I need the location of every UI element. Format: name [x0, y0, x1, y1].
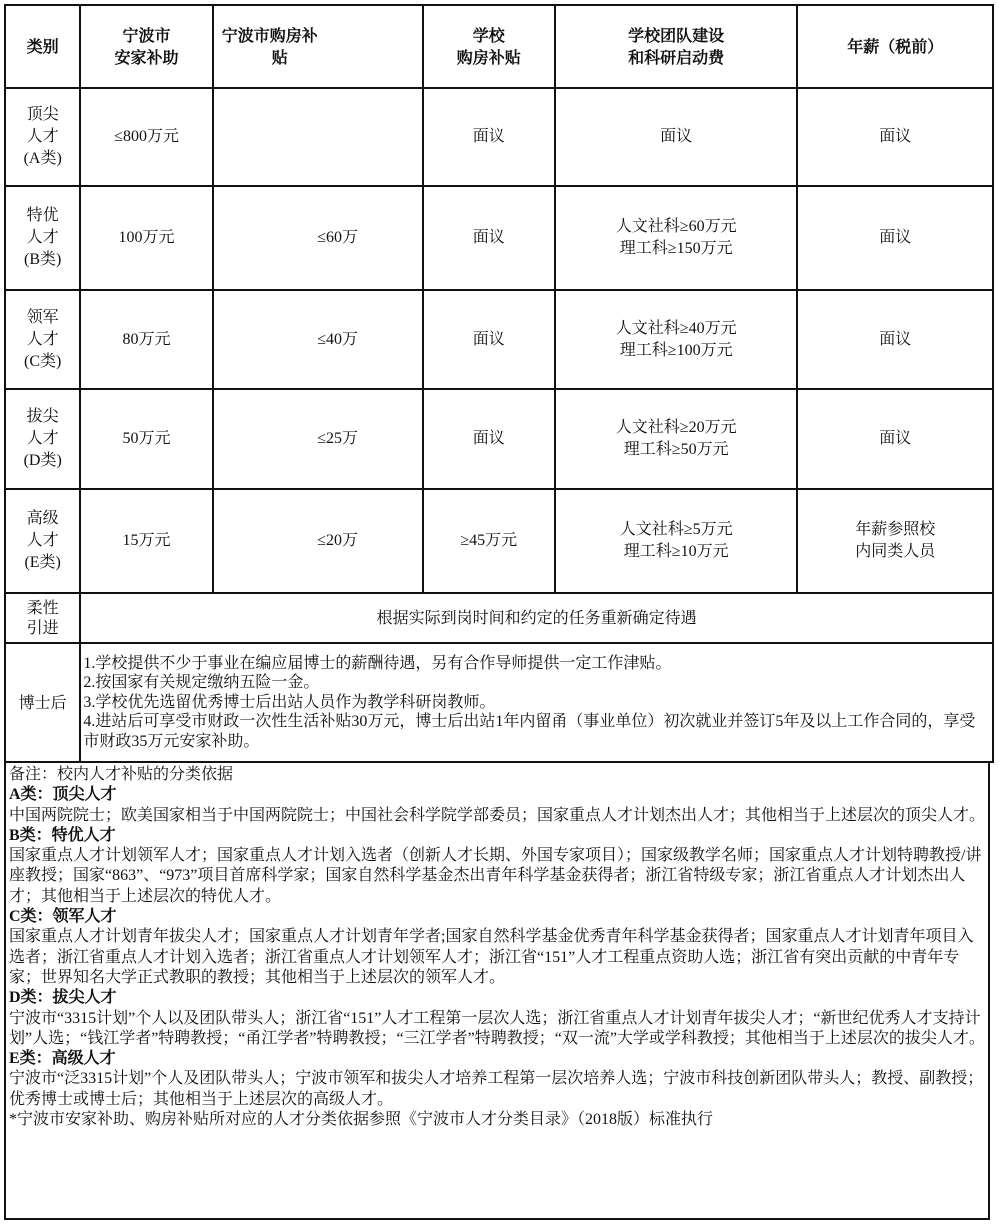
header-annual-salary: 年薪（税前） [797, 5, 993, 88]
note-title-e: E类：高级人才 [9, 1050, 116, 1068]
category-cell: 高级 人才 (E类) [5, 489, 80, 593]
salary-value: 面议 [797, 88, 993, 186]
salary-value: 面议 [797, 389, 993, 489]
header-school-housing-subsidy: 学校 购房补贴 [423, 5, 555, 88]
postdoc-item: 3.学校优先选留优秀博士后出站人员作为教学科研岗教师。 [83, 693, 496, 711]
category-cell: 博士后 [5, 643, 80, 762]
table-row-b [5, 186, 993, 290]
note-body-d: 宁波市“3315计划”个人以及团队带头人；浙江省“151”人才工程第一层次人选；浙江省重点人才计划青年拔尖人才；“新世纪优秀人才支持计划”人选；“钱江学者”特聘教授；“甬江学者”特聘教授；“三江学者”特聘教授；“双一流”大学或学科教授；其他相当于上述层次的拔尖人才。 [9, 1009, 985, 1047]
note-title-a: A类：顶尖人才 [9, 786, 117, 804]
salary-value: 面议 [797, 290, 993, 389]
header-ningbo-housing-subsidy: 宁波市购房补 贴 [213, 5, 423, 88]
postdoc-benefits-list [80, 643, 993, 762]
school-housing-value: 面议 [423, 186, 555, 290]
note-body-c: 国家重点人才计划青年拔尖人才；国家重点人才计划青年学者;国家自然科学基金优秀青年科学基金获得者；国家重点人才计划青年项目入选者；浙江省重点人才计划入选者；浙江省重点人才计划领军人才；浙江省“151”人才工程重点资助人选；浙江省有突出贡献的中青年专家；世界知名大学正式教职的教授；其他相当于上述层次的领军人才。 [9, 928, 974, 986]
research-fund-value: 人文社科≥20万元 理工科≥50万元 [555, 389, 797, 489]
ningbo-housing-value: ≤60万 [213, 186, 423, 290]
ningbo-housing-value [213, 88, 423, 186]
ningbo-housing-value: ≤40万 [213, 290, 423, 389]
notes-footnote: *宁波市安家补助、购房补贴所对应的人才分类依据参照《宁波市人才分类目录》（2018版）标准执行 [9, 1111, 714, 1129]
table-row-d [5, 389, 993, 489]
ningbo-settlement-value: 100万元 [80, 186, 212, 290]
notes-intro: 备注：校内人才补贴的分类依据 [9, 766, 234, 783]
category-cell: 领军 人才 (C类) [5, 290, 80, 389]
ningbo-housing-value: ≤20万 [213, 489, 423, 593]
table-header-row [5, 5, 993, 88]
flexible-treatment-text: 根据实际到岗时间和约定的任务重新确定待遇 [80, 593, 993, 643]
note-body-e: 宁波市“泛3315计划”个人及团队带头人；宁波市领军和拔尖人才培养工程第一层次培养人选；宁波市科技创新团队带头人；教授、副教授；优秀博士或博士后；其他相当于上述层次的高级人才。 [9, 1070, 984, 1108]
table-row-c [5, 290, 993, 389]
research-fund-value: 人文社科≥60万元 理工科≥150万元 [555, 186, 797, 290]
header-research-fund: 学校团队建设 和科研启动费 [555, 5, 797, 88]
header-category: 类别 [5, 5, 80, 88]
note-body-b: 国家重点人才计划领军人才；国家重点人才计划入选者（创新人才长期、外国专家项目）；国家级教学名师；国家重点人才计划特聘教授/讲座教授；国家“863”、“973”项目首席科学家；国家自然科学基金杰出青年科学基金获得者；浙江省特级专家；浙江省重点人才计划杰出人才；其他相当于上述层次的特优人才。 [9, 847, 982, 905]
note-body-a: 中国两院院士；欧美国家相当于中国两院院士；中国社会科学院学部委员；国家重点人才计划杰出人才；其他相当于上述层次的顶尖人才。 [9, 806, 986, 824]
category-cell: 特优 人才 (B类) [5, 186, 80, 290]
category-cell: 拔尖 人才 (D类) [5, 389, 80, 489]
table-row-flexible [5, 593, 993, 643]
school-housing-value: 面议 [423, 290, 555, 389]
ningbo-settlement-value: ≤800万元 [80, 88, 212, 186]
ningbo-settlement-value: 80万元 [80, 290, 212, 389]
note-title-c: C类：领军人才 [9, 908, 117, 926]
postdoc-item: 4.进站后可享受市财政一次性生活补贴30万元，博士后出站1年内留甬（事业单位）初次就业并签订5年及以上工作合同的，享受市财政35万元安家补助。 [83, 713, 976, 750]
table-row-e [5, 489, 993, 593]
ningbo-settlement-value: 50万元 [80, 389, 212, 489]
research-fund-value: 人文社科≥5万元 理工科≥10万元 [555, 489, 797, 593]
notes-section [4, 761, 990, 1220]
table-row-a [5, 88, 993, 186]
postdoc-item: 2.按国家有关规定缴纳五险一金。 [83, 674, 320, 692]
salary-value: 面议 [797, 186, 993, 290]
research-fund-value: 面议 [555, 88, 797, 186]
note-title-b: B类：特优人才 [9, 826, 116, 844]
note-title-d: D类：拔尖人才 [9, 989, 117, 1007]
ningbo-settlement-value: 15万元 [80, 489, 212, 593]
school-housing-value: 面议 [423, 389, 555, 489]
school-housing-value: 面议 [423, 88, 555, 186]
ningbo-housing-value: ≤25万 [213, 389, 423, 489]
talent-benefits-table [4, 4, 994, 763]
postdoc-item: 1.学校提供不少于事业在编应届博士的薪酬待遇，另有合作导师提供一定工作津贴。 [83, 654, 672, 672]
header-ningbo-settlement-subsidy: 宁波市 安家补助 [80, 5, 212, 88]
salary-value: 年薪参照校 内同类人员 [797, 489, 993, 593]
category-cell: 顶尖 人才 (A类) [5, 88, 80, 186]
table-row-postdoc [5, 643, 993, 762]
school-housing-value: ≥45万元 [423, 489, 555, 593]
research-fund-value: 人文社科≥40万元 理工科≥100万元 [555, 290, 797, 389]
category-cell: 柔性 引进 [5, 593, 80, 643]
